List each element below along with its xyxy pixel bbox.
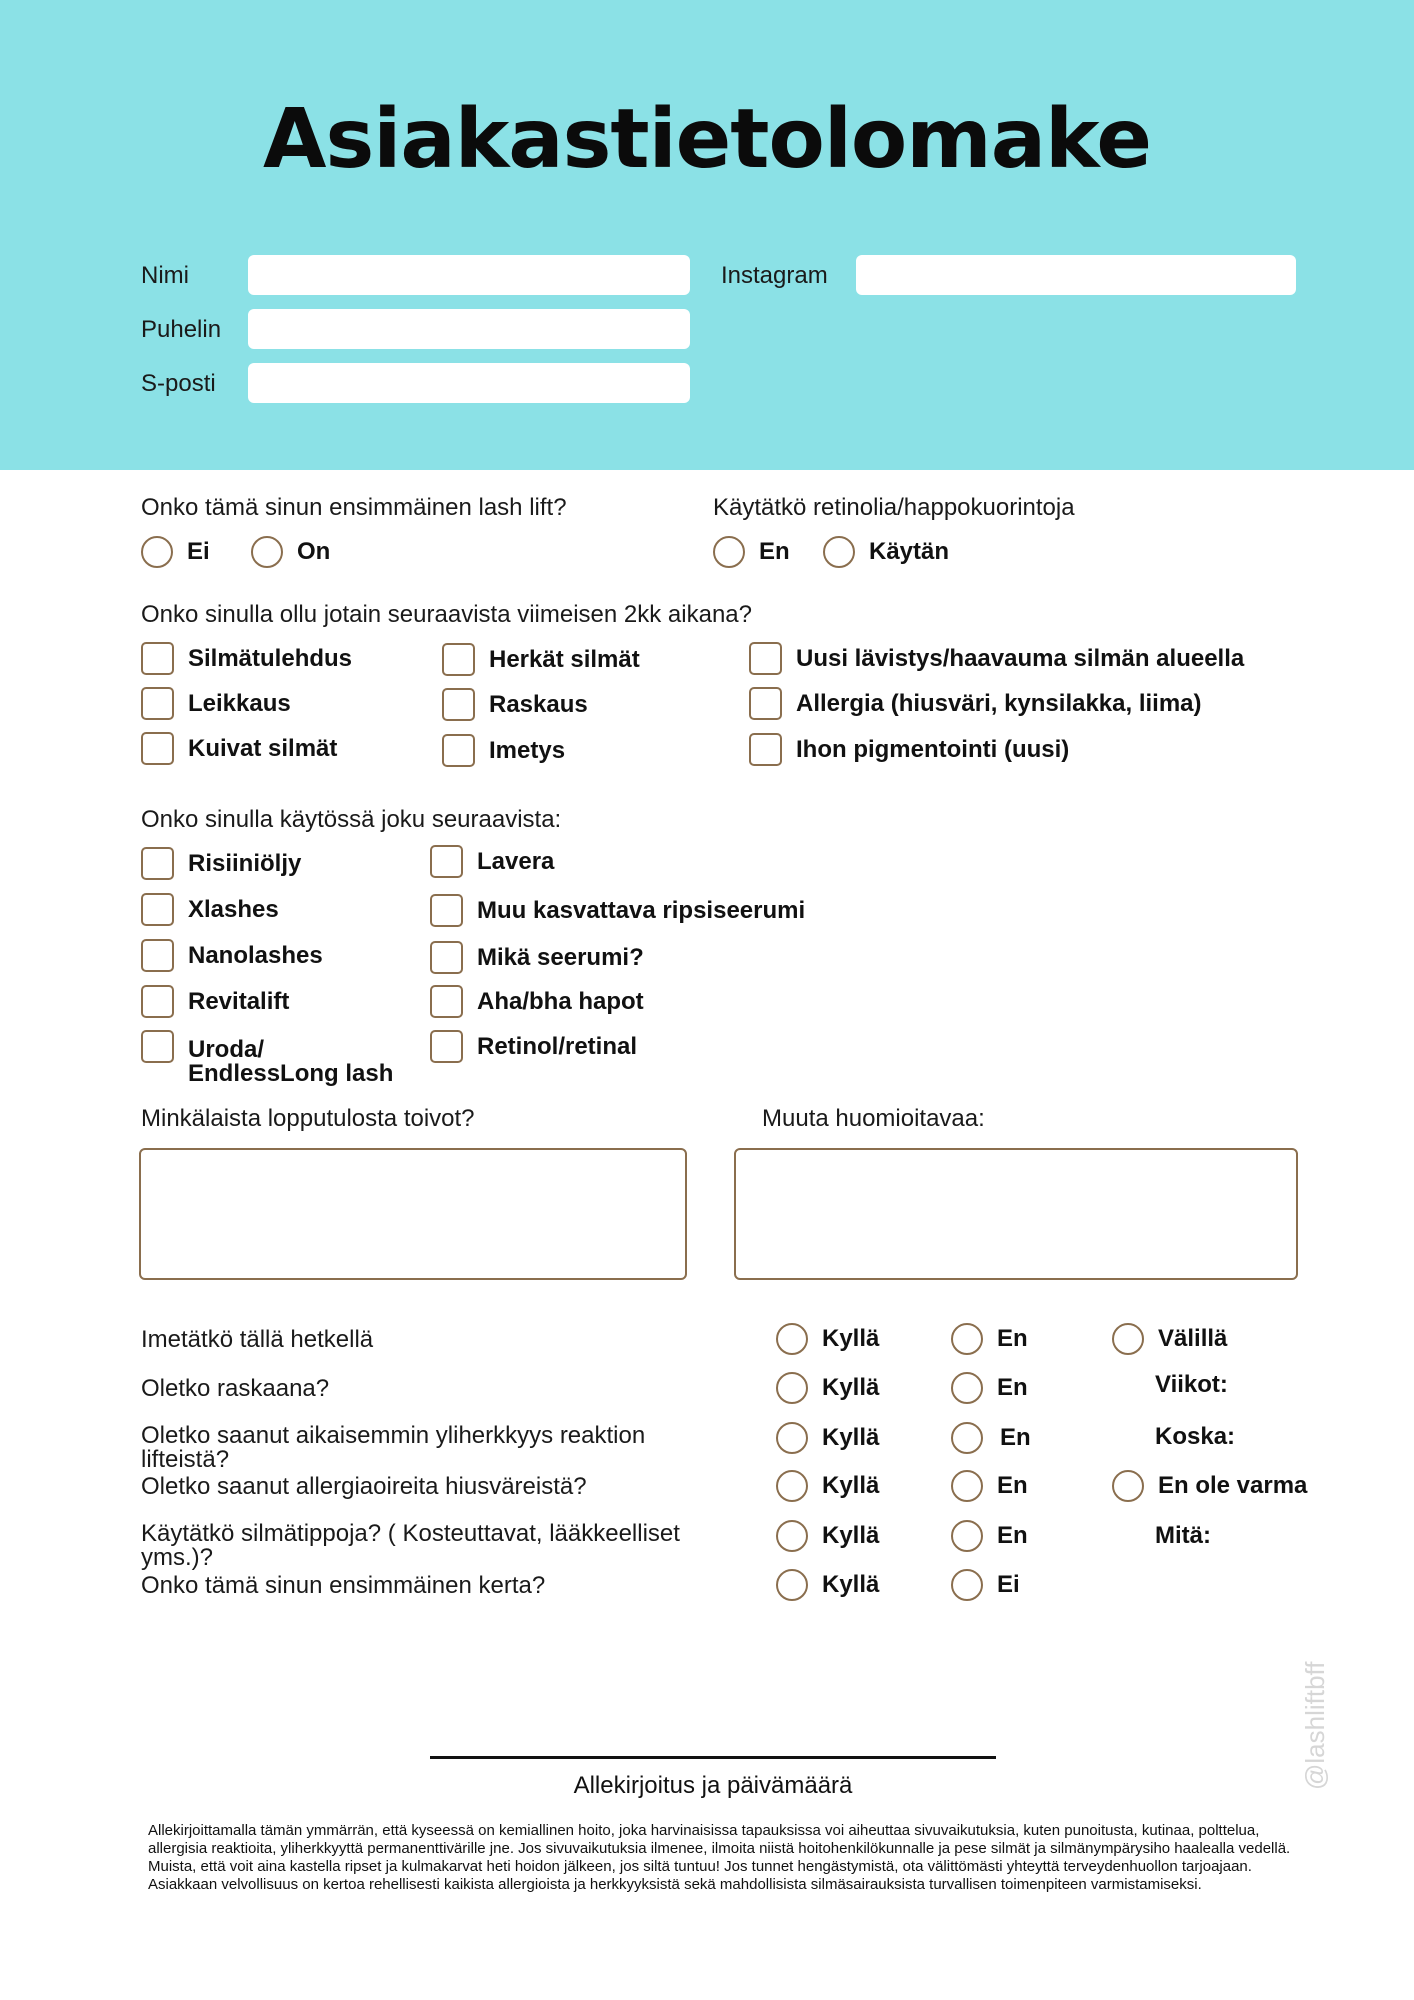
radio-button[interactable]	[823, 536, 855, 568]
when-label: Koska:	[1155, 1423, 1236, 1450]
checkbox-item[interactable]: Leikkaus	[141, 687, 291, 720]
checkbox-item[interactable]: Nanolashes	[141, 939, 323, 972]
radio-button[interactable]	[776, 1520, 808, 1552]
checkbox[interactable]	[749, 733, 782, 766]
hair-dye-allergy-no-option[interactable]: En	[951, 1470, 1028, 1502]
name-field[interactable]	[248, 255, 690, 295]
email-field[interactable]	[248, 363, 690, 403]
checkbox-item[interactable]: Uroda/ EndlessLong lash	[141, 1030, 393, 1086]
radio-button[interactable]	[776, 1422, 808, 1454]
retinol-yes-option[interactable]: Käytän	[823, 536, 949, 568]
checkbox[interactable]	[430, 985, 463, 1018]
pregnant-no-option[interactable]: En	[951, 1372, 1028, 1404]
checkbox-item[interactable]: Raskaus	[442, 688, 588, 721]
eye-drops-question: Käytätkö silmätippoja? ( Kosteuttavat, lääkkeelliset yms.)?	[141, 1520, 680, 1571]
radio-button[interactable]	[951, 1569, 983, 1601]
eye-drops-yes-option[interactable]: Kyllä	[776, 1520, 879, 1552]
checkbox-item[interactable]: Ihon pigmentointi (uusi)	[749, 733, 1069, 766]
name-label: Nimi	[141, 262, 189, 289]
first-time-no-option[interactable]: Ei	[951, 1569, 1020, 1601]
other-notes-label: Muuta huomioitavaa:	[762, 1105, 985, 1132]
radio-button[interactable]	[951, 1372, 983, 1404]
radio-button[interactable]	[951, 1520, 983, 1552]
checkbox-item[interactable]: Imetys	[442, 734, 565, 767]
instagram-field[interactable]	[856, 255, 1296, 295]
checkbox-item[interactable]: Retinol/retinal	[430, 1030, 637, 1063]
first-lift-yes-option[interactable]: On	[251, 536, 330, 568]
checkbox-item[interactable]: Xlashes	[141, 893, 279, 926]
radio-button[interactable]	[951, 1323, 983, 1355]
radio-button[interactable]	[776, 1323, 808, 1355]
checkbox-item[interactable]: Silmätulehdus	[141, 642, 352, 675]
checkbox[interactable]	[141, 939, 174, 972]
other-notes-textarea[interactable]	[734, 1148, 1298, 1280]
checkbox-item[interactable]: Allergia (hiusväri, kynsilakka, liima)	[749, 687, 1202, 720]
checkbox[interactable]	[141, 1030, 174, 1063]
checkbox[interactable]	[749, 642, 782, 675]
radio-button[interactable]	[776, 1569, 808, 1601]
checkbox[interactable]	[442, 643, 475, 676]
checkbox[interactable]	[141, 642, 174, 675]
checkbox-item[interactable]: Mikä seerumi?	[430, 941, 644, 974]
radio-button[interactable]	[713, 536, 745, 568]
checkbox-item[interactable]: Muu kasvattava ripsiseerumi	[430, 894, 805, 927]
breastfeeding-sometimes-option[interactable]: Välillä	[1112, 1323, 1227, 1355]
breastfeeding-question: Imetätkö tällä hetkellä	[141, 1326, 374, 1353]
hypersensitivity-yes-option[interactable]: Kyllä	[776, 1422, 879, 1454]
radio-button[interactable]	[1112, 1323, 1144, 1355]
hair-dye-allergy-unsure-option[interactable]: En ole varma	[1112, 1470, 1307, 1502]
radio-button[interactable]	[251, 536, 283, 568]
breastfeeding-yes-option[interactable]: Kyllä	[776, 1323, 879, 1355]
checkbox-item[interactable]: Revitalift	[141, 985, 289, 1018]
checkbox[interactable]	[141, 847, 174, 880]
checkbox-item[interactable]: Herkät silmät	[442, 643, 640, 676]
radio-button[interactable]	[776, 1470, 808, 1502]
pregnant-question: Oletko raskaana?	[141, 1375, 330, 1402]
radio-button[interactable]	[951, 1422, 983, 1454]
retinol-question: Käytätkö retinolia/happokuorintoja	[713, 494, 1075, 521]
first-time-yes-option[interactable]: Kyllä	[776, 1569, 879, 1601]
what-label: Mitä:	[1155, 1522, 1211, 1549]
checkbox[interactable]	[141, 893, 174, 926]
signature-label: Allekirjoitus ja päivämäärä	[573, 1772, 853, 1799]
header-banner	[0, 0, 1414, 470]
products-question: Onko sinulla käytössä joku seuraavista:	[141, 806, 562, 833]
pregnant-yes-option[interactable]: Kyllä	[776, 1372, 879, 1404]
checkbox-item[interactable]: Kuivat silmät	[141, 732, 337, 765]
hypersensitivity-question: Oletko saanut aikaisemmin yliherkkyys reaktion lifteistä?	[141, 1422, 646, 1473]
first-time-question: Onko tämä sinun ensimmäinen kerta?	[141, 1572, 546, 1599]
weeks-label: Viikot:	[1155, 1371, 1228, 1398]
phone-field[interactable]	[248, 309, 690, 349]
desired-result-label: Minkälaista lopputulosta toivot?	[141, 1105, 475, 1132]
hair-dye-allergy-question: Oletko saanut allergiaoireita hiusväreistä?	[141, 1473, 587, 1500]
radio-button[interactable]	[1112, 1470, 1144, 1502]
checkbox[interactable]	[442, 734, 475, 767]
checkbox[interactable]	[430, 941, 463, 974]
watermark: @lashliftbff	[1300, 1661, 1330, 1790]
checkbox-item[interactable]: Uusi lävistys/haavauma silmän alueella	[749, 642, 1244, 675]
checkbox-item[interactable]: Risiiniöljy	[141, 847, 301, 880]
checkbox[interactable]	[430, 845, 463, 878]
hair-dye-allergy-yes-option[interactable]: Kyllä	[776, 1470, 879, 1502]
form-title: Asiakastietolomake	[262, 92, 1151, 187]
first-lift-no-option[interactable]: Ei	[141, 536, 210, 568]
signature-line[interactable]	[430, 1756, 996, 1759]
hypersensitivity-no-option[interactable]: En	[951, 1422, 1031, 1454]
legal-disclaimer: Allekirjoittamalla tämän ymmärrän, että kyseessä on kemiallinen hoito, joka harvinaisissa tapauksissa voi aiheuttaa sivuvaikutuksia, kuten punoitusta, kutinaa, polttelua, allergisia reaktioita, yliherkkyyttä permanenttivärille jne. Jos sivuvaikutuksia ilmenee, ilmoita niistä hoitohenkilökunnalle ja pese silmät ja silmänympärysiho haalealla vedellä. Muista, että voit aina kastella ripset ja kulmakarvat heti hoidon jälkeen, jos siltä tuntuu! Jos tunnet hengästymistä, ota välittömästi yhteyttä terveydenhuollon tarjoajaan. Asiakkaan velvollisuus on kertoa rehellisesti kaikista allergioista ja herkkyyksistä sekä mahdollisista silmäsairauksista turvallisen toimenpiteen varmistamiseksi.	[148, 1822, 1291, 1893]
breastfeeding-no-option[interactable]: En	[951, 1323, 1028, 1355]
recent-conditions-question: Onko sinulla ollu jotain seuraavista viimeisen 2kk aikana?	[141, 601, 752, 628]
checkbox-item[interactable]: Aha/bha hapot	[430, 985, 644, 1018]
desired-result-textarea[interactable]	[139, 1148, 687, 1280]
eye-drops-no-option[interactable]: En	[951, 1520, 1028, 1552]
checkbox[interactable]	[430, 1030, 463, 1063]
radio-button[interactable]	[141, 536, 173, 568]
checkbox[interactable]	[141, 732, 174, 765]
checkbox[interactable]	[141, 985, 174, 1018]
checkbox[interactable]	[141, 687, 174, 720]
checkbox-item[interactable]: Lavera	[430, 845, 554, 878]
checkbox[interactable]	[442, 688, 475, 721]
email-label: S-posti	[141, 370, 216, 397]
radio-button[interactable]	[951, 1470, 983, 1502]
instagram-label: Instagram	[721, 262, 828, 289]
radio-button[interactable]	[776, 1372, 808, 1404]
checkbox[interactable]	[430, 894, 463, 927]
first-lift-question: Onko tämä sinun ensimmäinen lash lift?	[141, 494, 567, 521]
retinol-no-option[interactable]: En	[713, 536, 790, 568]
phone-label: Puhelin	[141, 316, 222, 343]
checkbox[interactable]	[749, 687, 782, 720]
